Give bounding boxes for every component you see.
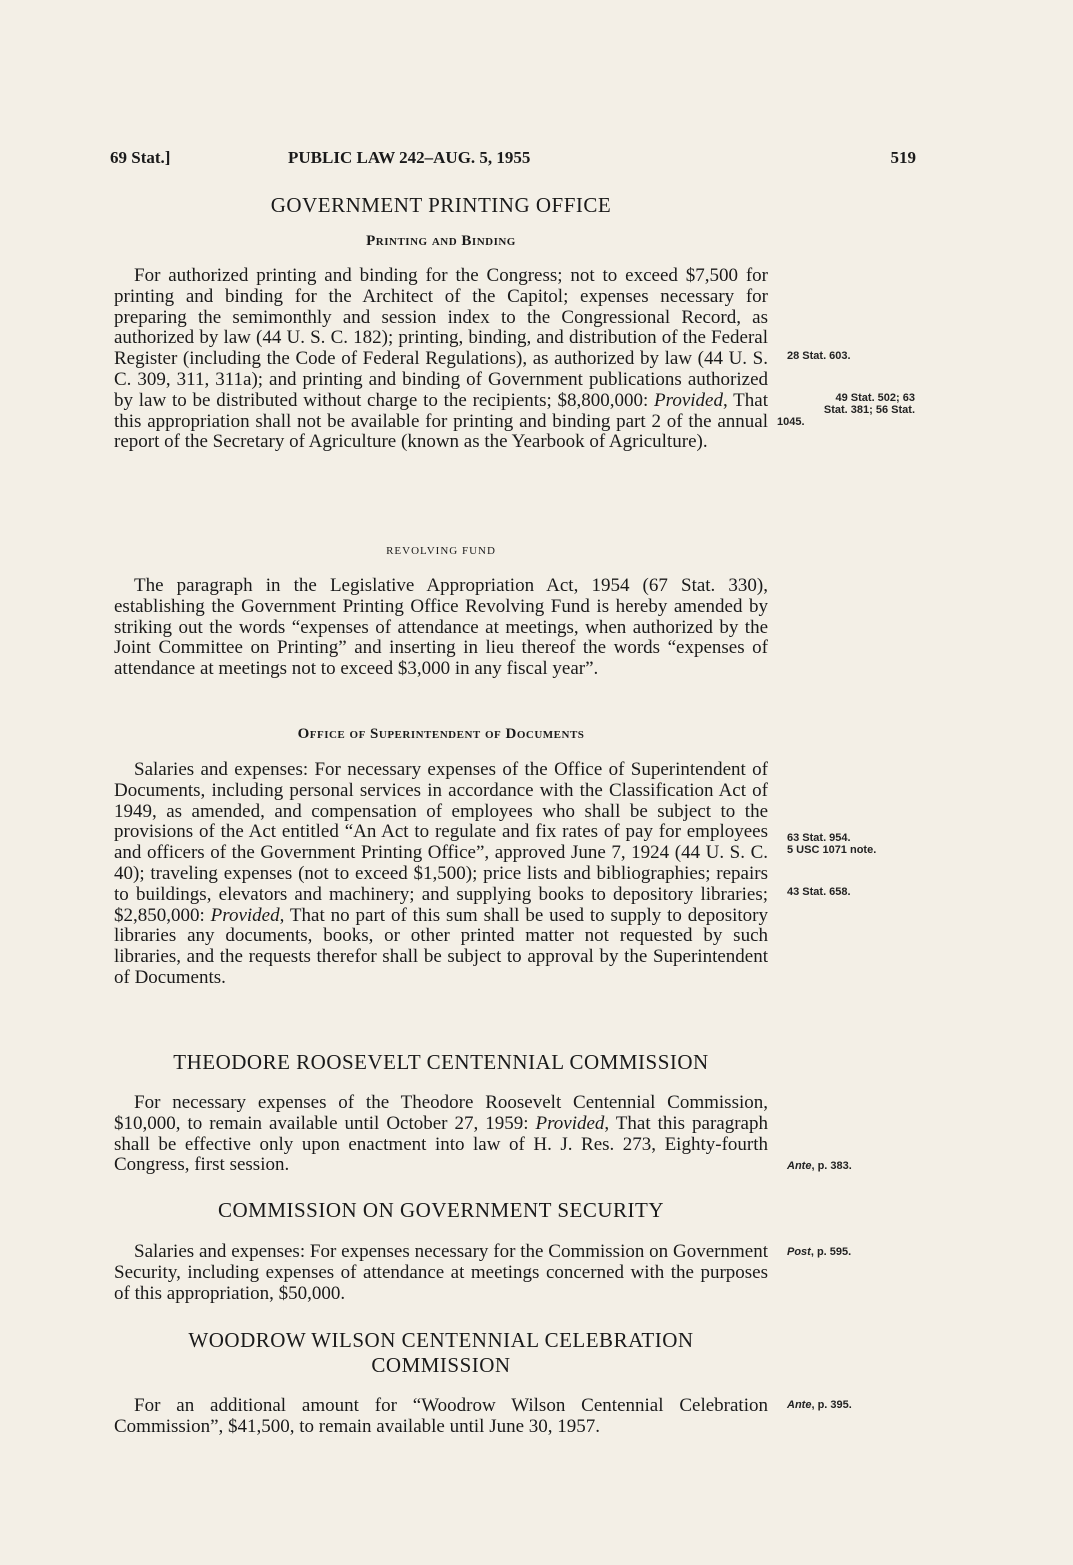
margin-note-63-stat-954	[787, 832, 927, 856]
margin-note-1045: 1045.	[777, 416, 805, 428]
emphasis-provided: Provided	[654, 389, 723, 411]
note-line: Stat. 381; 56 Stat.	[823, 404, 915, 416]
section-title-roosevelt: THEODORE ROOSEVELT CENTENNIAL COMMISSION	[173, 1050, 709, 1074]
running-head	[110, 148, 916, 172]
text-segment: Salaries and expenses: For necessary expenses of the Office of Superintendent of Documents, including personal services in accordance with the Classification Act of 1949, as amended, and compensation of employees who shall be subject to the provisions of the Act entitled “An Act to regulate and fix rates of pay for employees and officers of the Government Printing Office”, approved June 7, 1924 (44 U. S. C. 40); traveling expenses (not to exceed $1,500); price lists and bibliographies; repairs to buildings, elevators and machinery; and supplying books to depository libraries; $2,850,000:	[114, 759, 768, 926]
margin-note-43-stat-658: 43 Stat. 658.	[787, 886, 851, 898]
margin-note-49-stat-502	[787, 392, 915, 416]
text-segment: , That this appropriation shall not be available for printing and binding part 2 of the annual report of the Secretary of Agriculture (known as the Yearbook of Agriculture).	[114, 389, 768, 453]
note-line: 63 Stat. 954.	[787, 832, 851, 844]
section-title-wilson	[114, 1328, 768, 1378]
section-title-security: COMMISSION ON GOVERNMENT SECURITY	[217, 1198, 665, 1222]
margin-note-28-stat-603: 28 Stat. 603.	[787, 350, 851, 362]
note-text: , p. 383.	[811, 1160, 852, 1172]
note-text: , p. 395.	[811, 1399, 852, 1411]
title-line: COMMISSION	[371, 1353, 511, 1377]
paragraph-wilson: For an additional amount for “Woodrow Wilson Centennial Celebration Commission”, $41,500, to remain available until June 30, 1957.	[114, 1395, 768, 1437]
paragraph-security: Salaries and expenses: For expenses necessary for the Commission on Government Security, including expenses of attendance at meetings concerned with the purposes of this appropriation, $50,000.	[114, 1241, 768, 1304]
margin-note-ante-383	[787, 1160, 927, 1172]
volume-reference: 69 Stat.]	[110, 148, 171, 167]
note-line: 49 Stat. 502; 63	[835, 392, 915, 404]
paragraph-roosevelt	[114, 1093, 768, 1176]
note-italic: Post	[787, 1246, 811, 1258]
paragraph-superintendent	[114, 760, 768, 989]
note-text: , p. 595.	[810, 1246, 852, 1258]
emphasis-provided: Provided	[535, 1112, 605, 1134]
text-segment: For authorized printing and binding for the Congress; not to exceed $7,500 for printing and binding for the Architect of the Capitol; expenses necessary for preparing the semimonthly and session index to the Congressional Record, as authorized by law (44 U. S. C. 182); printing, binding, and distribution of the Federal Register (including the Code of Federal Regulations), as authorized by law (44 U. S. C. 309, 311, 311a); and printing and binding of Government publications authorized by law to be distributed without charge to the recipients; $8,800,000:	[114, 265, 768, 411]
note-italic: Ante	[787, 1399, 812, 1411]
subheading-revolving-fund: REVOLVING FUND	[386, 545, 496, 557]
subheading-printing-binding: Printing and Binding	[366, 233, 516, 249]
title-line: WOODROW WILSON CENTENNIAL CELEBRATION	[188, 1328, 694, 1352]
note-line: 5 USC 1071 note.	[787, 844, 877, 856]
text-segment: , That no part of this sum shall be used to supply to depository libraries any documents, books, or other printed matter not requested by such libraries, and the requests therefor shall be subject to approval by the Superintendent of Documents.	[114, 904, 768, 988]
margin-note-ante-395	[787, 1399, 927, 1411]
paragraph-revolving-fund: The paragraph in the Legislative Appropriation Act, 1954 (67 Stat. 330), establishing the Government Printing Office Revolving Fund is hereby amended by striking out the words “expenses of attendance at meetings, when authorized by the Joint Committee on Printing” and inserting in lieu thereof the words “expenses of attendance at meetings not to exceed $3,000 in any fiscal year”.	[114, 575, 768, 680]
page-number: 519	[890, 148, 916, 167]
text-segment: , That this paragraph shall be effective only upon enactment into law of H. J. Res. 273, Eighty-fourth Congress, first session.	[114, 1112, 768, 1176]
emphasis-provided: Provided	[210, 904, 280, 926]
note-italic: Ante	[787, 1160, 812, 1172]
text-segment: For necessary expenses of the Theodore Roosevelt Centennial Commission, $10,000, to remain available until October 27, 1959:	[114, 1092, 768, 1134]
margin-note-post-595	[787, 1246, 927, 1258]
paragraph-printing-binding	[114, 266, 768, 453]
law-title: PUBLIC LAW 242–AUG. 5, 1955	[288, 148, 531, 167]
subheading-superintendent: Office of Superintendent of Documents	[297, 726, 585, 742]
section-title-gpo: GOVERNMENT PRINTING OFFICE	[270, 193, 612, 217]
